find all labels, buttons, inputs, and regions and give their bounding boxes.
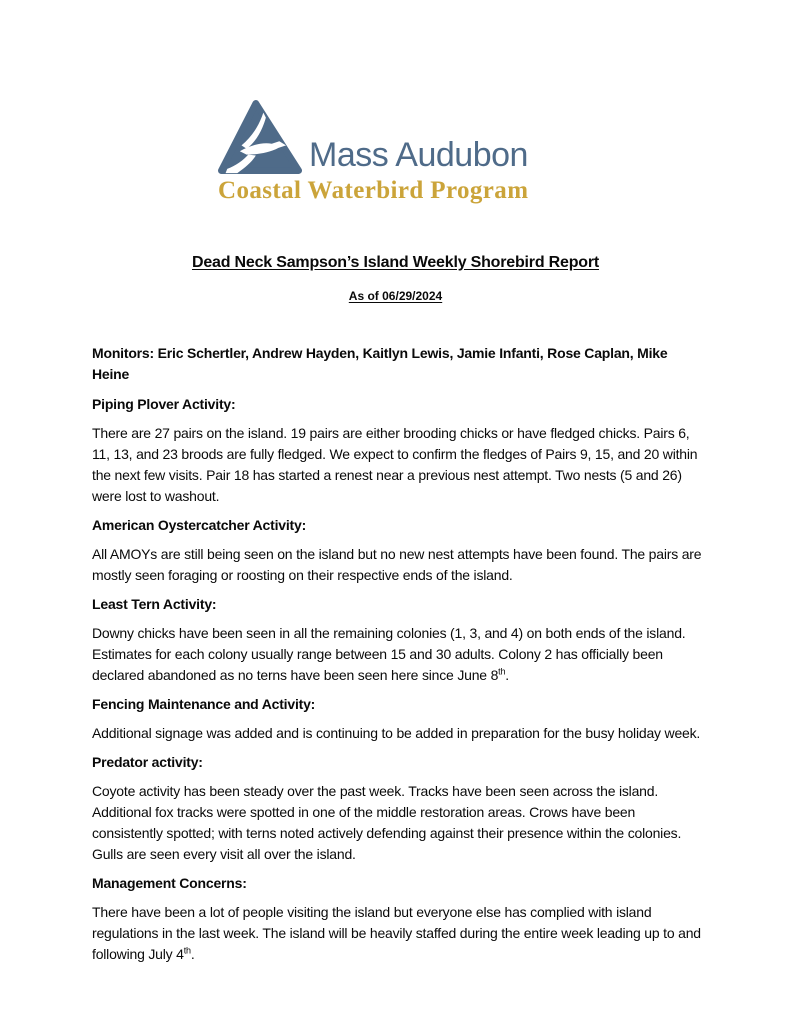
paragraph-text: .	[505, 666, 509, 683]
report-section	[92, 752, 703, 865]
section-paragraph	[92, 623, 703, 686]
report-section	[92, 594, 703, 686]
section-heading: Piping Plover Activity:	[92, 395, 236, 412]
report-section	[92, 873, 703, 965]
paragraph-text: Coyote activity has been steady over the past week. Tracks have been seen across the island. Additional fox tracks were spotted in one of the middle restoration areas. Crows have been consistently spotted; with terns noted actively defending against their presence within the colonies. Gulls are seen every visit all over the island.	[92, 782, 682, 862]
section-paragraph	[92, 544, 703, 586]
section-heading: Predator activity:	[92, 753, 203, 770]
report-section	[92, 515, 703, 586]
paragraph-text: .	[190, 945, 195, 962]
section-paragraph	[92, 723, 703, 744]
report-sections	[92, 394, 703, 965]
report-section	[92, 694, 703, 744]
report-section	[92, 394, 703, 507]
logo-row	[218, 98, 528, 176]
report-title: Dead Neck Sampson’s Island Weekly Shorebird Report	[191, 253, 600, 271]
section-heading: Least Tern Activity:	[92, 595, 217, 612]
section-heading: American Oystercatcher Activity:	[92, 516, 307, 533]
program-name: Coastal Waterbird Program	[218, 177, 529, 204]
mass-audubon-logo	[218, 98, 528, 205]
audubon-triangle-bird-icon	[218, 98, 302, 176]
section-heading: Management Concerns:	[92, 874, 247, 891]
section-paragraph	[92, 781, 703, 865]
ordinal-superscript: th	[183, 944, 191, 955]
paragraph-text: All AMOYs are still being seen on the island but no new nest attempts have been found. The pairs are mostly seen foraging or roosting on their respective ends of the island.	[92, 545, 702, 583]
paragraph-text: There have been a lot of people visiting the island but everyone else has complied with island regulations in the last week. The island will be heavily staffed during the entire week leading up to and following July 4	[92, 903, 701, 962]
ordinal-superscript: th	[498, 665, 506, 676]
section-paragraph	[92, 902, 703, 965]
report-date: As of 06/29/2024	[348, 288, 443, 303]
monitors-line: Monitors: Eric Schertler, Andrew Hayden, Kaitlyn Lewis, Jamie Infanti, Rose Caplan, Mike Heine	[92, 344, 668, 382]
section-heading: Fencing Maintenance and Activity:	[92, 695, 316, 712]
section-paragraph	[92, 423, 703, 507]
paragraph-text: Downy chicks have been seen in all the remaining colonies (1, 3, and 4) on both ends of the island. Estimates for each colony usually range between 15 and 30 adults. Colony 2 has officially been declared abandoned as no terns have been seen here since June 8	[92, 624, 686, 683]
paragraph-text: Additional signage was added and is continuing to be added in preparation for the busy holiday week.	[92, 724, 701, 741]
paragraph-text: There are 27 pairs on the island. 19 pairs are either brooding chicks or have fledged chicks. Pairs 6, 11, 13, and 23 broods are fully fledged. We expect to confirm the fledges of Pairs 9, 15, and 20 within the next few visits. Pair 18 has started a renest near a previous nest attempt. Two nests (5 and 26) were lost to washout.	[92, 424, 698, 504]
report-content	[92, 343, 703, 965]
org-name: Mass Audubon	[309, 136, 528, 174]
